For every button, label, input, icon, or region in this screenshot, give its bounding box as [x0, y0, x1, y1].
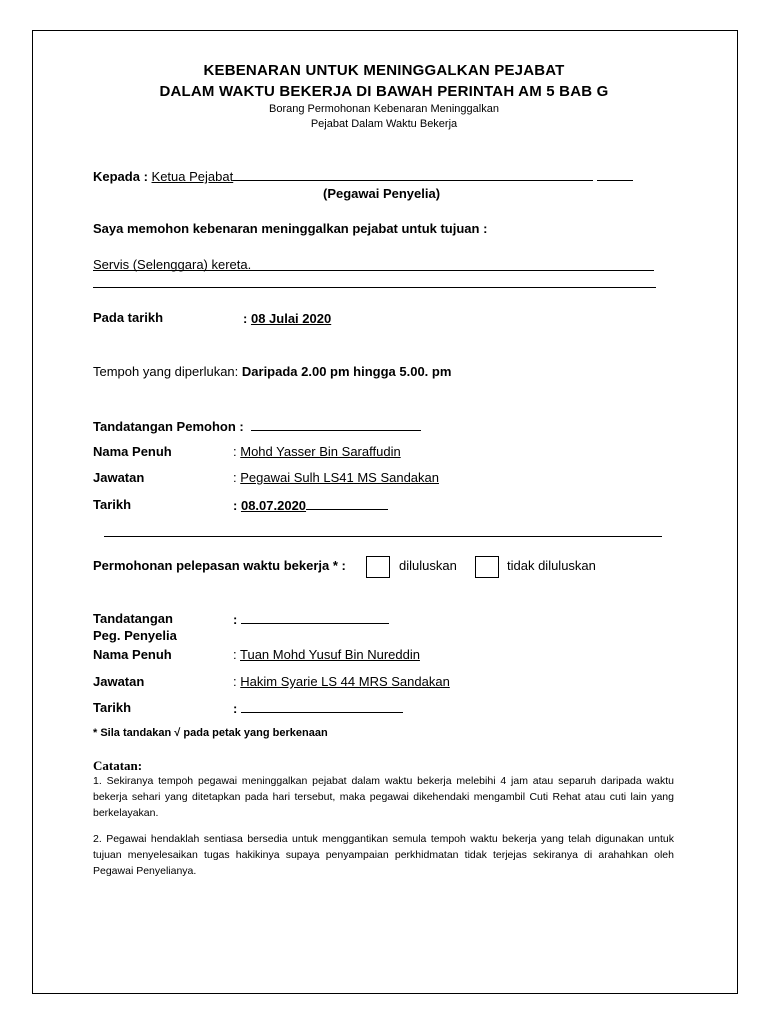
- tempoh-label: Tempoh yang diperlukan:: [93, 364, 239, 379]
- kepada-blank-line: [233, 168, 593, 181]
- pada-tarikh-field: [243, 311, 331, 326]
- pemohon-position-field: [233, 470, 439, 485]
- penyelia-date-colon: :: [233, 701, 238, 716]
- catatan-note-1: 1. Sekiranya tempoh pegawai meninggalkan pejabat dalam waktu bekerja melebihi 4 jam atau separuh daripada waktu bekerja sehari yang ditetapkan pada hari tersebut, maka pegawai dikehendaki mengambil Cuti Rehat atau cuti lain yang berkelayakan.: [93, 775, 674, 819]
- pemohon-date-value[interactable]: 08.07.2020: [240, 498, 307, 513]
- pemohon-name-field: [233, 444, 401, 459]
- footnote: * Sila tandakan √ pada petak yang berkenaan: [93, 727, 328, 739]
- penyelia-signature-label: Tandatangan: [93, 611, 173, 626]
- penyelia-position-value[interactable]: Hakim Syarie LS 44 MRS Sandakan: [240, 674, 450, 689]
- pemohon-position-value[interactable]: Pegawai Sulh LS41 MS Sandakan: [240, 470, 439, 485]
- form-title-line1: KEBENARAN UNTUK MENINGGALKAN PEJABAT: [203, 62, 565, 79]
- tempoh-row: [93, 364, 451, 379]
- pemohon-position-colon: :: [233, 470, 237, 485]
- penyelia-position-colon: :: [233, 674, 237, 689]
- pemohon-name-colon: :: [233, 444, 237, 459]
- rejected-label: tidak diluluskan: [507, 558, 596, 573]
- penyelia-position-label: Jawatan: [93, 674, 145, 689]
- penyelia-signature-field: [233, 611, 389, 627]
- penyelia-name-field: [233, 647, 420, 662]
- form-subtitle-line2: Pejabat Dalam Waktu Bekerja: [310, 118, 458, 130]
- pada-tarikh-value[interactable]: 08 Julai 2020: [250, 311, 332, 326]
- kepada-blank-line-end: [597, 168, 633, 181]
- tujuan-label: Saya memohon kebenaran meninggalkan pejabat untuk tujuan :: [93, 221, 488, 236]
- rejected-checkbox[interactable]: [475, 556, 499, 578]
- kepada-row: [93, 168, 633, 184]
- penyelia-date-line[interactable]: [241, 700, 403, 713]
- pemohon-date-label: Tarikh: [93, 497, 132, 512]
- penyelia-signature-line[interactable]: [241, 611, 389, 624]
- approved-checkbox[interactable]: [366, 556, 390, 578]
- penyelia-position-field: [233, 674, 450, 689]
- penyelia-signature-colon: :: [233, 612, 238, 627]
- pada-tarikh-label: Pada tarikh: [93, 310, 164, 325]
- pemohon-name-label: Nama Penuh: [93, 444, 172, 459]
- penyelia-signature-label2: Peg. Penyelia: [93, 628, 177, 643]
- section-divider: [104, 536, 662, 537]
- tempoh-value[interactable]: Daripada 2.00 pm hingga 5.00. pm: [241, 364, 452, 379]
- form-title-line2: DALAM WAKTU BEKERJA DI BAWAH PERINTAH AM 5 BAB G: [159, 83, 609, 100]
- form-subtitle-line1: Borang Permohonan Kebenaran Meninggalkan: [269, 103, 499, 115]
- tujuan-underline: [93, 270, 654, 271]
- penyelia-name-label: Nama Penuh: [93, 647, 172, 662]
- pemohon-signature-line[interactable]: [251, 418, 421, 431]
- pemohon-position-label: Jawatan: [93, 470, 145, 485]
- pemohon-name-value[interactable]: Mohd Yasser Bin Saraffudin: [240, 444, 401, 459]
- approved-label: diluluskan: [399, 558, 457, 573]
- tujuan-value[interactable]: Servis (Selenggara) kereta.: [93, 257, 252, 272]
- kepada-value[interactable]: Ketua Pejabat: [151, 169, 234, 184]
- penyelia-date-field: [233, 700, 403, 716]
- kepada-label: Kepada :: [93, 169, 148, 184]
- pemohon-signature-label: Tandatangan Pemohon :: [93, 419, 244, 434]
- catatan-heading: Catatan:: [93, 758, 143, 773]
- pemohon-date-field: [233, 497, 388, 513]
- penyelia-name-colon: :: [233, 647, 237, 662]
- tujuan-second-line: [93, 287, 656, 288]
- penyelia-name-value[interactable]: Tuan Mohd Yusuf Bin Nureddin: [240, 647, 420, 662]
- penyelia-date-label: Tarikh: [93, 700, 132, 715]
- keputusan-label: Permohonan pelepasan waktu bekerja * :: [93, 558, 346, 573]
- kepada-sub-label: (Pegawai Penyelia): [323, 186, 441, 201]
- catatan-note-2: 2. Pegawai hendaklah sentiasa bersedia untuk menggantikan semula tempoh waktu bekerja yang telah digunakan untuk tujuan menyelesaikan tugas hakikinya supaya penyampaian perkhidmatan tidak terjejas sekiranya di arahahkan oleh Pegawai Penyelianya.: [93, 833, 674, 877]
- pemohon-date-blank: [306, 497, 388, 510]
- pemohon-signature-row: [93, 418, 421, 434]
- pada-tarikh-colon: :: [243, 311, 248, 326]
- pemohon-date-colon: :: [233, 498, 238, 513]
